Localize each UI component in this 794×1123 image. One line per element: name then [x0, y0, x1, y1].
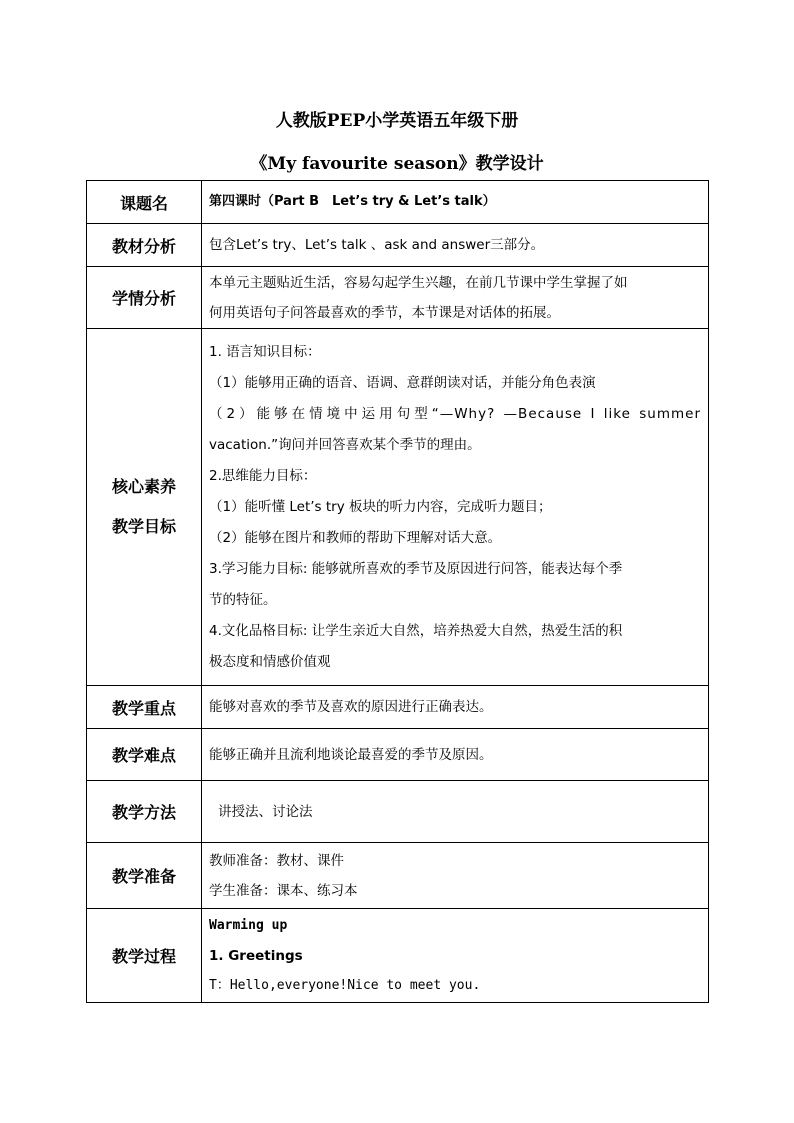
- row-topic: [87, 181, 709, 224]
- goal-line: （2）能够在图片和教师的帮助下理解对话大意。: [209, 529, 502, 546]
- label-goals: [87, 329, 202, 686]
- goal-line: 极态度和情感价值观: [209, 653, 331, 670]
- document-title-line1: 人教版PEP小学英语五年级下册: [275, 111, 519, 131]
- goal-line: 1. 语言知识目标：: [209, 343, 321, 360]
- row-students: [87, 267, 709, 329]
- goal-line: （1）能够用正确的语音、语调、意群朗读对话，并能分角色表演: [209, 374, 596, 391]
- label-key: 教学重点: [87, 686, 202, 729]
- label-topic: 课题名: [87, 181, 202, 224]
- goal-line: （1）能听懂 Let’s try 板块的听力内容，完成听力题目；: [209, 498, 552, 515]
- process-line-1: Warming up: [209, 917, 288, 933]
- prep-student: 学生准备：课本、练习本: [209, 882, 358, 899]
- goals-label-line-1: 核心素养: [111, 477, 176, 496]
- value-key: 能够对喜欢的季节及喜欢的原因进行正确表达。: [202, 686, 709, 729]
- prep-teacher: 教师准备：教材、课件: [209, 852, 344, 869]
- row-method: [87, 781, 709, 843]
- goals-label-line-2: 教学目标: [111, 517, 176, 536]
- process-line-3: T：Hello,everyone!Nice to meet you.: [209, 977, 481, 993]
- row-key: [87, 686, 709, 729]
- goal-line: 3.学习能力目标: 能够就所喜欢的季节及原因进行问答，能表达每个季: [209, 560, 623, 577]
- label-method: 教学方法: [87, 781, 202, 843]
- students-line-1: 本单元主题贴近生活，容易勾起学生兴趣，在前几节课中学生掌握了如: [209, 274, 628, 291]
- goal-line: 2.思维能力目标：: [209, 467, 317, 484]
- goal-line: 节的特征。: [209, 591, 277, 608]
- value-difficult: 能够正确并且流利地谈论最喜爱的季节及原因。: [202, 729, 709, 781]
- value-goals: [202, 329, 709, 686]
- row-process: [87, 909, 709, 1003]
- students-line-2: 何用英语句子问答最喜欢的季节，本节课是对话体的拓展。: [209, 304, 560, 321]
- goal-line: vacation.”询问并回答喜欢某个季节的理由。: [209, 436, 481, 453]
- value-prep: [202, 843, 709, 909]
- goal-line: 4.文化品格目标: 让学生亲近大自然，培养热爱大自然，热爱生活的积: [209, 622, 623, 639]
- value-process: [202, 909, 709, 1003]
- row-difficult: [87, 729, 709, 781]
- label-material: 教材分析: [87, 224, 202, 267]
- process-line-2: 1. Greetings: [209, 947, 303, 964]
- value-material: 包含Let’s try、Let’s talk 、ask and answer三部分。: [202, 224, 709, 267]
- label-prep: 教学准备: [87, 843, 202, 909]
- lesson-plan-table: [86, 180, 709, 1003]
- goal-line: （2）能够在情境中运用句型“—Why? —Because I like summer: [209, 405, 701, 422]
- row-goals: [87, 329, 709, 686]
- value-method: 讲授法、讨论法: [202, 781, 709, 843]
- document-title-line2: 《My favourite season》教学设计: [250, 154, 544, 174]
- label-students: 学情分析: [87, 267, 202, 329]
- label-difficult: 教学难点: [87, 729, 202, 781]
- value-students: [202, 267, 709, 329]
- row-material: [87, 224, 709, 267]
- row-prep: [87, 843, 709, 909]
- value-topic: 第四课时（Part B Let’s try & Let’s talk）: [202, 181, 709, 224]
- label-process: 教学过程: [87, 909, 202, 1003]
